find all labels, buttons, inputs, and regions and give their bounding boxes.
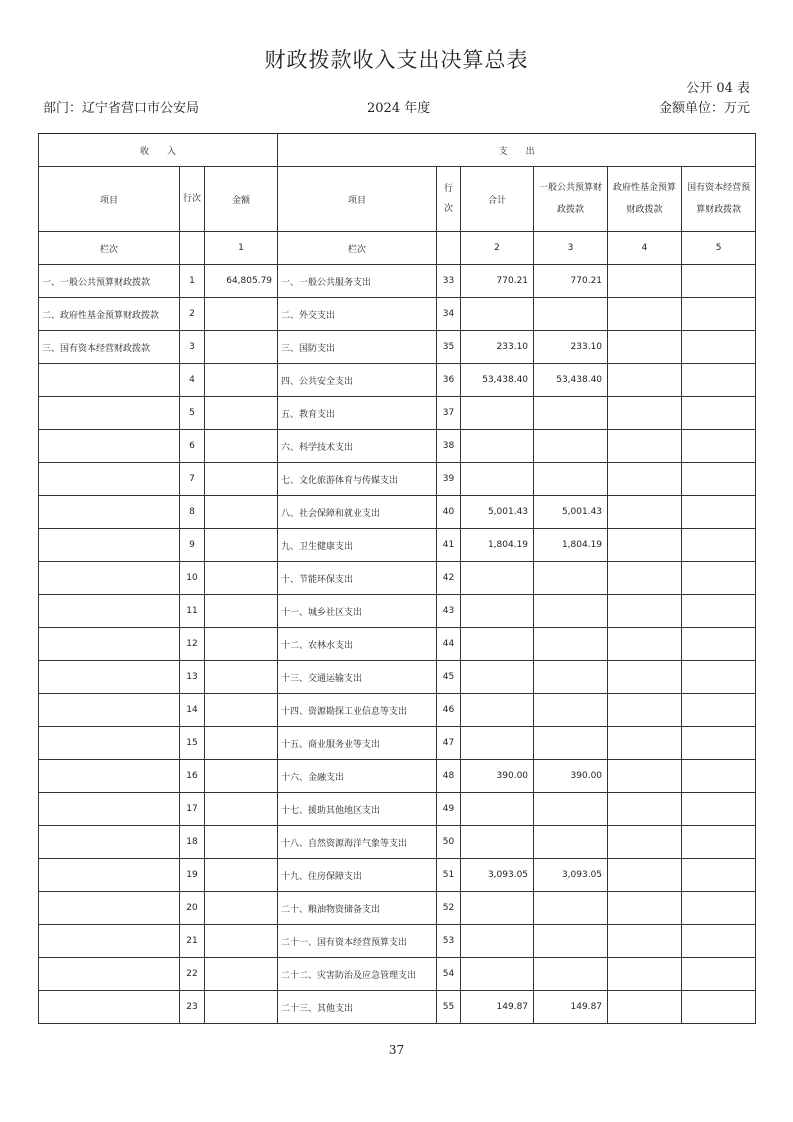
total-cell <box>461 892 534 925</box>
gov-fund-cell <box>608 298 682 331</box>
expense-line-cell: 33 <box>437 265 461 298</box>
expense-item-cell: 六、科学技术支出 <box>278 430 437 463</box>
column-index-row <box>39 232 756 265</box>
state-capital-cell <box>682 991 756 1024</box>
general-budget-cell <box>534 958 608 991</box>
expense-line-cell: 47 <box>437 727 461 760</box>
gov-fund-cell <box>608 694 682 727</box>
gov-fund-cell <box>608 265 682 298</box>
expense-line-cell: 37 <box>437 397 461 430</box>
state-capital-cell <box>682 463 756 496</box>
gov-fund-cell <box>608 760 682 793</box>
expense-item-cell: 十三、交通运输支出 <box>278 661 437 694</box>
total-cell <box>461 793 534 826</box>
expense-item-cell: 二十一、国有资本经营预算支出 <box>278 925 437 958</box>
income-item-cell <box>39 991 180 1024</box>
column-header-row <box>39 167 756 232</box>
table-row <box>39 925 756 958</box>
total-cell: 770.21 <box>461 265 534 298</box>
total-cell <box>461 397 534 430</box>
income-line-cell: 22 <box>180 958 205 991</box>
income-item-cell <box>39 661 180 694</box>
column-index-blank-right <box>437 232 461 265</box>
total-cell <box>461 826 534 859</box>
total-cell <box>461 628 534 661</box>
income-line-cell: 5 <box>180 397 205 430</box>
page-title: 财政拨款收入支出决算总表 <box>264 48 529 72</box>
total-cell <box>461 595 534 628</box>
expense-item-cell: 十四、资源勘探工业信息等支出 <box>278 694 437 727</box>
expense-item-cell: 十二、农林水支出 <box>278 628 437 661</box>
income-amount-cell <box>205 430 278 463</box>
section-header-row <box>39 134 756 167</box>
income-item-cell <box>39 727 180 760</box>
income-amount-cell <box>205 364 278 397</box>
column-index-5: 5 <box>682 232 756 265</box>
general-budget-cell <box>534 694 608 727</box>
income-line-cell: 7 <box>180 463 205 496</box>
gov-fund-cell <box>608 331 682 364</box>
table-row <box>39 892 756 925</box>
income-item-cell <box>39 595 180 628</box>
table-row <box>39 859 756 892</box>
income-amount-cell <box>205 496 278 529</box>
table-row <box>39 991 756 1024</box>
general-budget-cell <box>534 595 608 628</box>
total-cell: 1,804.19 <box>461 529 534 562</box>
income-amount-cell <box>205 331 278 364</box>
general-budget-cell <box>534 661 608 694</box>
header-expense-item: 项目 <box>278 167 437 232</box>
income-line-cell: 14 <box>180 694 205 727</box>
state-capital-cell <box>682 892 756 925</box>
income-line-cell: 8 <box>180 496 205 529</box>
total-cell <box>461 430 534 463</box>
expense-line-cell: 44 <box>437 628 461 661</box>
total-cell: 53,438.40 <box>461 364 534 397</box>
total-cell <box>461 562 534 595</box>
general-budget-cell: 5,001.43 <box>534 496 608 529</box>
table-row <box>39 529 756 562</box>
expense-line-cell: 48 <box>437 760 461 793</box>
fiscal-year: 2024 年度 <box>367 101 431 116</box>
state-capital-cell <box>682 826 756 859</box>
income-amount-cell <box>205 661 278 694</box>
gov-fund-cell <box>608 793 682 826</box>
income-line-cell: 20 <box>180 892 205 925</box>
income-item-cell <box>39 958 180 991</box>
expense-item-cell: 二十三、其他支出 <box>278 991 437 1024</box>
table-row <box>39 628 756 661</box>
state-capital-cell <box>682 430 756 463</box>
state-capital-cell <box>682 298 756 331</box>
header-total: 合计 <box>461 167 534 232</box>
income-item-cell <box>39 463 180 496</box>
gov-fund-cell <box>608 727 682 760</box>
total-cell <box>461 463 534 496</box>
column-index-1: 1 <box>205 232 278 265</box>
total-cell <box>461 958 534 991</box>
total-cell: 3,093.05 <box>461 859 534 892</box>
income-section-header: 收 入 <box>39 134 278 167</box>
expense-section-header: 支 出 <box>278 134 756 167</box>
general-budget-cell <box>534 892 608 925</box>
table-row <box>39 826 756 859</box>
expense-line-cell: 52 <box>437 892 461 925</box>
expense-item-cell: 三、国防支出 <box>278 331 437 364</box>
expense-item-cell: 二、外交支出 <box>278 298 437 331</box>
income-line-cell: 17 <box>180 793 205 826</box>
expense-line-cell: 35 <box>437 331 461 364</box>
expense-line-cell: 54 <box>437 958 461 991</box>
expense-item-cell: 九、卫生健康支出 <box>278 529 437 562</box>
state-capital-cell <box>682 331 756 364</box>
gov-fund-cell <box>608 661 682 694</box>
total-cell <box>461 694 534 727</box>
state-capital-cell <box>682 694 756 727</box>
expense-line-cell: 42 <box>437 562 461 595</box>
general-budget-cell <box>534 397 608 430</box>
income-item-cell: 一、一般公共预算财政拨款 <box>39 265 180 298</box>
general-budget-cell: 390.00 <box>534 760 608 793</box>
income-item-cell <box>39 562 180 595</box>
income-line-cell: 11 <box>180 595 205 628</box>
budget-table <box>38 133 756 1024</box>
general-budget-cell <box>534 298 608 331</box>
income-item-cell: 二、政府性基金预算财政拨款 <box>39 298 180 331</box>
income-amount-cell <box>205 991 278 1024</box>
column-index-label-right: 栏次 <box>278 232 437 265</box>
column-index-2: 2 <box>461 232 534 265</box>
income-amount-cell <box>205 628 278 661</box>
income-amount-cell <box>205 397 278 430</box>
column-index-3: 3 <box>534 232 608 265</box>
gov-fund-cell <box>608 529 682 562</box>
gov-fund-cell <box>608 364 682 397</box>
expense-line-cell: 50 <box>437 826 461 859</box>
state-capital-cell <box>682 628 756 661</box>
expense-line-cell: 36 <box>437 364 461 397</box>
general-budget-cell: 53,438.40 <box>534 364 608 397</box>
total-cell: 390.00 <box>461 760 534 793</box>
gov-fund-cell <box>608 991 682 1024</box>
income-amount-cell <box>205 793 278 826</box>
expense-line-cell: 49 <box>437 793 461 826</box>
state-capital-cell <box>682 760 756 793</box>
table-row <box>39 760 756 793</box>
gov-fund-cell <box>608 628 682 661</box>
gov-fund-cell <box>608 562 682 595</box>
table-row <box>39 397 756 430</box>
income-line-cell: 13 <box>180 661 205 694</box>
gov-fund-cell <box>608 826 682 859</box>
expense-item-cell: 十七、援助其他地区支出 <box>278 793 437 826</box>
income-item-cell <box>39 628 180 661</box>
income-amount-cell: 64,805.79 <box>205 265 278 298</box>
expense-line-cell: 34 <box>437 298 461 331</box>
expense-item-cell: 七、文化旅游体育与传媒支出 <box>278 463 437 496</box>
income-item-cell <box>39 364 180 397</box>
general-budget-cell: 149.87 <box>534 991 608 1024</box>
expense-line-cell: 51 <box>437 859 461 892</box>
expense-item-cell: 十五、商业服务业等支出 <box>278 727 437 760</box>
state-capital-cell <box>682 925 756 958</box>
income-item-cell <box>39 760 180 793</box>
header-income-amount: 金额 <box>205 167 278 232</box>
header-income-line: 行次 <box>180 167 205 232</box>
gov-fund-cell <box>608 397 682 430</box>
state-capital-cell <box>682 265 756 298</box>
income-amount-cell <box>205 463 278 496</box>
expense-item-cell: 二十、粮油物资储备支出 <box>278 892 437 925</box>
page-number: 37 <box>388 1043 405 1057</box>
table-row <box>39 331 756 364</box>
general-budget-cell: 770.21 <box>534 265 608 298</box>
table-row <box>39 265 756 298</box>
expense-item-cell: 一、一般公共服务支出 <box>278 265 437 298</box>
department-label: 部门：辽宁省营口市公安局 <box>43 101 200 116</box>
table-row <box>39 496 756 529</box>
expense-line-cell: 43 <box>437 595 461 628</box>
header-state-capital: 国有资本经营预算财政拨款 <box>682 167 756 232</box>
general-budget-cell: 1,804.19 <box>534 529 608 562</box>
general-budget-cell: 3,093.05 <box>534 859 608 892</box>
income-line-cell: 23 <box>180 991 205 1024</box>
income-item-cell <box>39 925 180 958</box>
header-general-budget: 一般公共预算财政拨款 <box>534 167 608 232</box>
income-line-cell: 18 <box>180 826 205 859</box>
general-budget-cell <box>534 727 608 760</box>
general-budget-cell <box>534 793 608 826</box>
table-row <box>39 793 756 826</box>
total-cell <box>461 298 534 331</box>
table-row <box>39 430 756 463</box>
expense-line-cell: 38 <box>437 430 461 463</box>
general-budget-cell: 233.10 <box>534 331 608 364</box>
expense-item-cell: 十六、金融支出 <box>278 760 437 793</box>
income-item-cell <box>39 397 180 430</box>
table-row <box>39 958 756 991</box>
total-cell <box>461 661 534 694</box>
general-budget-cell <box>534 925 608 958</box>
state-capital-cell <box>682 661 756 694</box>
total-cell <box>461 925 534 958</box>
expense-line-cell: 53 <box>437 925 461 958</box>
table-row <box>39 463 756 496</box>
header-expense-line: 行次 <box>437 167 461 232</box>
income-line-cell: 6 <box>180 430 205 463</box>
state-capital-cell <box>682 793 756 826</box>
income-line-cell: 12 <box>180 628 205 661</box>
income-item-cell <box>39 892 180 925</box>
income-amount-cell <box>205 826 278 859</box>
income-line-cell: 16 <box>180 760 205 793</box>
income-item-cell <box>39 694 180 727</box>
expense-item-cell: 二十二、灾害防治及应急管理支出 <box>278 958 437 991</box>
gov-fund-cell <box>608 892 682 925</box>
income-amount-cell <box>205 892 278 925</box>
gov-fund-cell <box>608 958 682 991</box>
state-capital-cell <box>682 364 756 397</box>
state-capital-cell <box>682 727 756 760</box>
gov-fund-cell <box>608 430 682 463</box>
total-cell: 149.87 <box>461 991 534 1024</box>
income-item-cell: 三、国有资本经营财政拨款 <box>39 331 180 364</box>
income-line-cell: 15 <box>180 727 205 760</box>
state-capital-cell <box>682 958 756 991</box>
income-item-cell <box>39 529 180 562</box>
income-item-cell <box>39 496 180 529</box>
income-amount-cell <box>205 925 278 958</box>
income-line-cell: 1 <box>180 265 205 298</box>
general-budget-cell <box>534 826 608 859</box>
income-item-cell <box>39 826 180 859</box>
income-line-cell: 2 <box>180 298 205 331</box>
table-row <box>39 694 756 727</box>
income-line-cell: 21 <box>180 925 205 958</box>
income-amount-cell <box>205 694 278 727</box>
income-amount-cell <box>205 298 278 331</box>
income-item-cell <box>39 793 180 826</box>
gov-fund-cell <box>608 496 682 529</box>
income-item-cell <box>39 859 180 892</box>
expense-item-cell: 十一、城乡社区支出 <box>278 595 437 628</box>
header-gov-fund: 政府性基金预算财政拨款 <box>608 167 682 232</box>
gov-fund-cell <box>608 859 682 892</box>
currency-unit: 金额单位：万元 <box>658 101 750 116</box>
income-item-cell <box>39 430 180 463</box>
column-index-4: 4 <box>608 232 682 265</box>
income-amount-cell <box>205 958 278 991</box>
general-budget-cell <box>534 628 608 661</box>
general-budget-cell <box>534 562 608 595</box>
total-cell: 5,001.43 <box>461 496 534 529</box>
income-amount-cell <box>205 760 278 793</box>
expense-line-cell: 40 <box>437 496 461 529</box>
expense-line-cell: 46 <box>437 694 461 727</box>
expense-item-cell: 五、教育支出 <box>278 397 437 430</box>
general-budget-cell <box>534 463 608 496</box>
table-row <box>39 562 756 595</box>
expense-line-cell: 41 <box>437 529 461 562</box>
expense-item-cell: 十八、自然资源海洋气象等支出 <box>278 826 437 859</box>
expense-item-cell: 十、节能环保支出 <box>278 562 437 595</box>
income-amount-cell <box>205 727 278 760</box>
table-row <box>39 298 756 331</box>
general-budget-cell <box>534 430 608 463</box>
income-line-cell: 9 <box>180 529 205 562</box>
income-amount-cell <box>205 529 278 562</box>
gov-fund-cell <box>608 925 682 958</box>
income-line-cell: 19 <box>180 859 205 892</box>
expense-line-cell: 55 <box>437 991 461 1024</box>
state-capital-cell <box>682 496 756 529</box>
total-cell <box>461 727 534 760</box>
form-number: 公开 04 表 <box>686 81 750 96</box>
income-line-cell: 10 <box>180 562 205 595</box>
income-line-cell: 3 <box>180 331 205 364</box>
table-row <box>39 364 756 397</box>
state-capital-cell <box>682 859 756 892</box>
header-income-item: 项目 <box>39 167 180 232</box>
expense-item-cell: 四、公共安全支出 <box>278 364 437 397</box>
gov-fund-cell <box>608 595 682 628</box>
expense-line-cell: 39 <box>437 463 461 496</box>
table-row <box>39 661 756 694</box>
expense-item-cell: 十九、住房保障支出 <box>278 859 437 892</box>
income-amount-cell <box>205 859 278 892</box>
table-row <box>39 727 756 760</box>
total-cell: 233.10 <box>461 331 534 364</box>
column-index-blank-left <box>180 232 205 265</box>
state-capital-cell <box>682 397 756 430</box>
state-capital-cell <box>682 529 756 562</box>
gov-fund-cell <box>608 463 682 496</box>
expense-line-cell: 45 <box>437 661 461 694</box>
state-capital-cell <box>682 562 756 595</box>
income-line-cell: 4 <box>180 364 205 397</box>
income-amount-cell <box>205 595 278 628</box>
income-amount-cell <box>205 562 278 595</box>
table-row <box>39 595 756 628</box>
expense-item-cell: 八、社会保障和就业支出 <box>278 496 437 529</box>
column-index-label-left: 栏次 <box>39 232 180 265</box>
state-capital-cell <box>682 595 756 628</box>
